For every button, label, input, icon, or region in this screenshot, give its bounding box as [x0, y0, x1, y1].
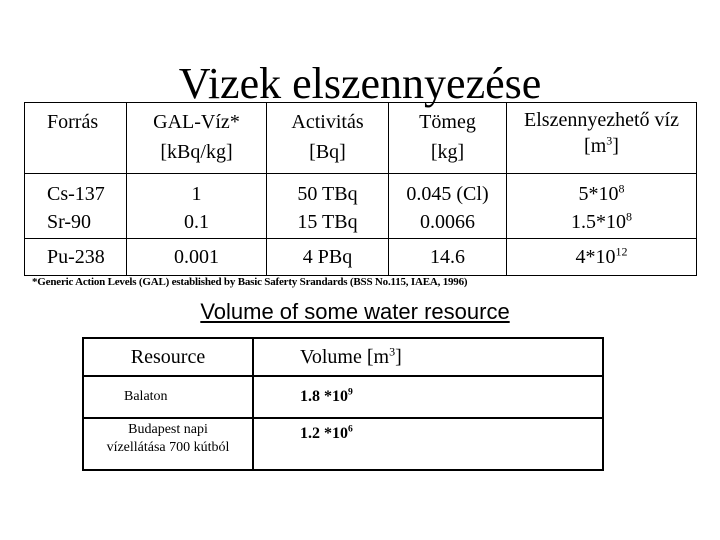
cell-mass: 0.045 (Cl)	[389, 174, 507, 209]
header-label: Elszennyezhető víz	[524, 109, 679, 131]
header-cell-gal	[127, 103, 267, 174]
cell-gal: 0.1	[127, 208, 267, 239]
cell-mass: 0.0066	[389, 208, 507, 239]
header-label: Forrás	[47, 111, 99, 133]
header-cell-activity	[267, 103, 389, 174]
cell-source: Pu-238	[25, 239, 127, 276]
cell-mass: 14.6	[389, 239, 507, 276]
header-cell-mass	[389, 103, 507, 174]
cell-source: Cs-137	[25, 174, 127, 209]
table-row	[25, 208, 697, 239]
cell-activity: 4 PBq	[267, 239, 389, 276]
header-cell-source	[25, 103, 127, 174]
table-header-row	[25, 103, 697, 174]
table-row	[83, 418, 603, 470]
cell-gal: 0.001	[127, 239, 267, 276]
header-unit: [kBq/kg]	[160, 141, 233, 163]
table-row	[25, 239, 697, 276]
cell-activity: 50 TBq	[267, 174, 389, 209]
header-label: GAL-Víz*	[153, 111, 240, 133]
header-unit: $[m^3]$	[584, 133, 619, 157]
water-resource-table	[82, 337, 604, 471]
header-unit: [Bq]	[309, 141, 346, 163]
header-label: Activitás	[291, 111, 364, 133]
cell-water: $1.5*10^8$	[507, 208, 697, 239]
contamination-table	[24, 102, 697, 276]
cell-resource-name: Budapest napi vízellátása 700 kútból	[83, 418, 253, 470]
slide-title: Vizek elszennyezése	[178, 59, 542, 108]
table-row	[83, 376, 603, 418]
cell-resource-name: Balaton	[83, 376, 253, 418]
table-header-row	[83, 338, 603, 376]
cell-volume: 1.8 $*10^9$	[253, 376, 603, 418]
header-label: Tömeg	[419, 111, 476, 133]
header-cell-resource: Resource	[83, 338, 253, 376]
footnote: *Generic Action Levels (GAL) established by Basic Saferty Srandards (BSS No.115, IAEA, 1996)	[32, 276, 468, 288]
cell-activity: 15 TBq	[267, 208, 389, 239]
header-cell-volume: Volume $[m^3]$	[253, 338, 603, 376]
table-row	[25, 174, 697, 209]
cell-gal: 1	[127, 174, 267, 209]
cell-source: Sr-90	[25, 208, 127, 239]
cell-water: $5*10^8$	[507, 174, 697, 209]
section-subtitle: Volume of some water resource	[200, 299, 510, 324]
header-cell-water	[507, 103, 697, 174]
header-unit: [kg]	[430, 141, 465, 163]
cell-water: $4*10^{12}$	[507, 239, 697, 276]
cell-volume: 1.2 $*10^6$	[253, 418, 603, 470]
